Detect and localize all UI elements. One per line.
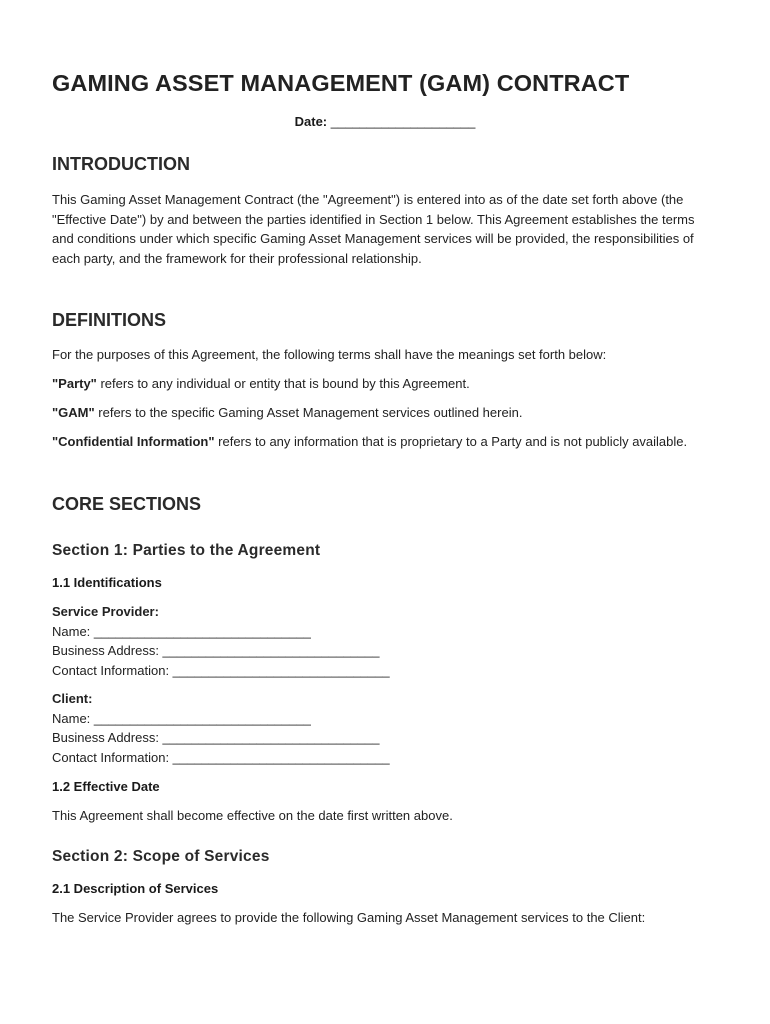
provider-name-field: Name: ______________________________ xyxy=(52,623,311,639)
definition-term: "Confidential Information" xyxy=(52,434,215,449)
section1-heading: Section 1: Parties to the Agreement xyxy=(52,542,321,559)
client-name-field: Name: ______________________________ xyxy=(52,710,311,726)
services-text: The Service Provider agrees to provide the following Gaming Asset Management services to the Client: xyxy=(52,910,646,925)
date-label: Date: xyxy=(294,114,328,129)
definition-confidential xyxy=(52,432,718,452)
definition-term: "Party" xyxy=(52,376,97,391)
definitions-intro: For the purposes of this Agreement, the following terms shall have the meanings set forth below: xyxy=(52,347,607,362)
service-provider-label: Service Provider: xyxy=(52,604,159,619)
core-sections-heading: CORE SECTIONS xyxy=(52,494,202,514)
client-address-field: Business Address: ______________________________ xyxy=(52,730,380,745)
section2-heading: Section 2: Scope of Services xyxy=(52,848,270,865)
definition-text: refers to any information that is proprietary to a Party and is not publicly available. xyxy=(214,434,688,449)
section1-2-heading: 1.2 Effective Date xyxy=(52,779,160,794)
definition-party xyxy=(52,374,718,394)
client-label: Client: xyxy=(52,691,93,706)
section1-1-heading: 1.1 Identifications xyxy=(52,575,162,590)
definitions-heading: DEFINITIONS xyxy=(52,310,167,330)
date-line xyxy=(0,114,770,129)
definition-term: "GAM" xyxy=(52,405,95,420)
effective-date-text: This Agreement shall become effective on the date first written above. xyxy=(52,808,453,823)
provider-address-field: Business Address: ______________________________ xyxy=(52,643,380,658)
definition-text: refers to any individual or entity that is bound by this Agreement. xyxy=(96,376,470,391)
date-blank: ____________________ xyxy=(330,114,476,129)
definition-gam xyxy=(52,403,718,423)
document-title: GAMING ASSET MANAGEMENT (GAM) CONTRACT xyxy=(52,70,630,96)
section2-1-heading: 2.1 Description of Services xyxy=(52,881,219,896)
client-block xyxy=(52,689,718,767)
service-provider-block xyxy=(52,602,718,680)
client-contact-field: Contact Information: ______________________________ xyxy=(52,749,390,765)
introduction-heading: INTRODUCTION xyxy=(52,154,190,174)
definition-text: refers to the specific Gaming Asset Management services outlined herein. xyxy=(94,405,523,420)
introduction-text: This Gaming Asset Management Contract (the "Agreement") is entered into as of the date set forth above (the "Effective Date") by and between the parties identified in Section 1 below. This Agreement establishes the terms and conditions under which specific Gaming Asset Management services will be provided, the responsibilities of each party, and the framework for their professional relationship. xyxy=(52,192,695,266)
provider-contact-field: Contact Information: ______________________________ xyxy=(52,662,390,678)
